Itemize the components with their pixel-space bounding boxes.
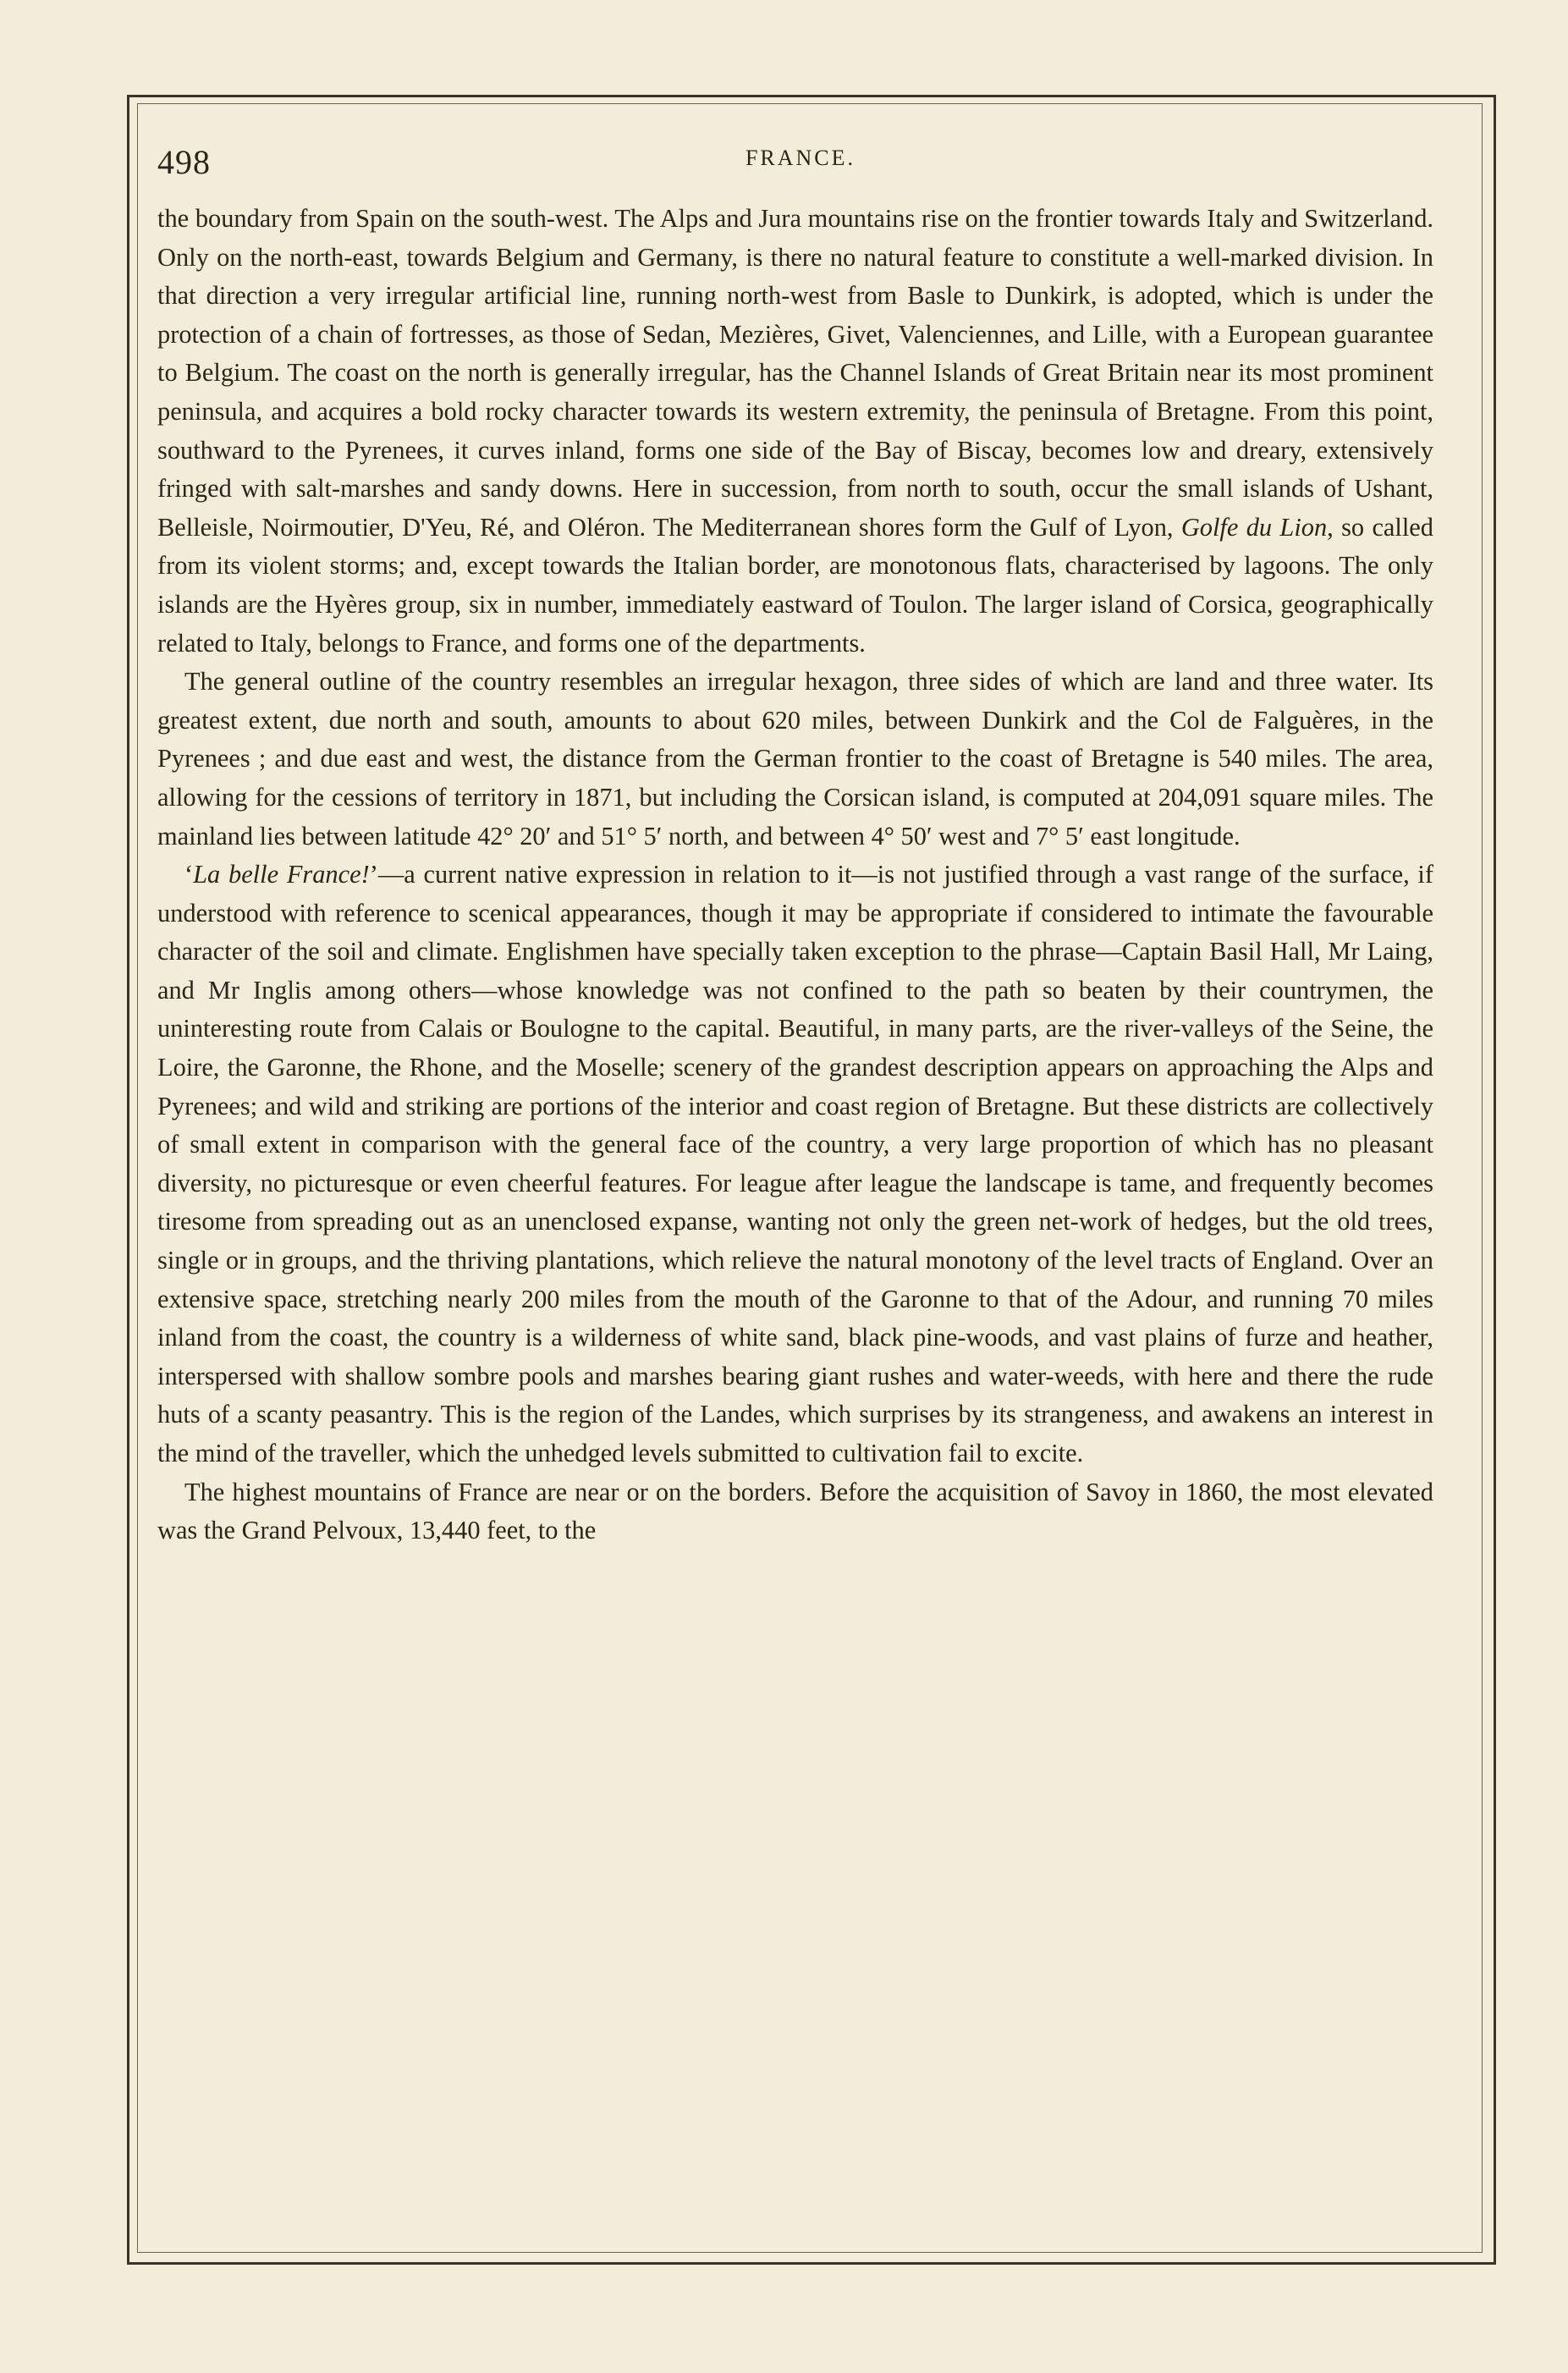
paragraph-segment: , so called from its violent storms; and, except towards the Italian border, are monotonous flats, characterised by lagoons. The only islands are the Hyères group, six in number, immediately eastward of Toulon. The larger island of Corsica, geographically related to Italy, belongs to France, and forms one of the departments. (157, 512, 1433, 658)
paragraph-segment-italic: Golfe du Lion (1180, 512, 1328, 542)
page-number: 498 (157, 143, 211, 181)
paragraph-segment-italic: La belle France! (193, 860, 370, 889)
paragraph-la-belle-france (157, 856, 1433, 1473)
paragraph-segment: the boundary from Spain on the south-west. The Alps and Jura mountains rise on the frontier towards Italy and Switzerland. Only on the north-east, towards Belgium and Germany, is there no natural feature to constitute a well-marked division. In that direction a very irregular artificial line, running north-west from Basle to Dunkirk, is adopted, which is under the protection of a chain of fortresses, as those of Sedan, Mezières, Givet, Valenciennes, and Lille, with a European guarantee to Belgium. The coast on the north is generally irregular, has the Channel Islands of Great Britain near its most prominent peninsula, and acquires a bold rocky character towards its western extremity, the peninsula of Bretagne. From this point, southward to the Pyrenees, it curves inland, forms one side of the Bay of Biscay, becomes low and dreary, extensively fringed with salt-marshes and sandy downs. Here in succession, from north to south, occur the small islands of Ushant, Belleisle, Noirmoutier, D'Yeu, Ré, and Oléron. The Mediterranean shores form the Gulf of Lyon, (157, 204, 1433, 542)
running-title: FRANCE. (745, 146, 856, 170)
paragraph-segment: The highest mountains of France are near or on the borders. Before the acquisition of Savoy in 1860, the most elevated was the Grand Pelvoux, 13,440 feet, to the (157, 1477, 1433, 1545)
paragraph-segment: ‘ (184, 860, 194, 889)
running-head (157, 142, 1444, 184)
paragraph-segment: ’—a current native expression in relation to it—is not justified through a vast range of the surface, if understood with reference to scenical appearances, though it may be appropriate if considered to intimate the favourable character of the soil and climate. Englishmen have specially taken exception to the phrase—Captain Basil Hall, Mr Laing, and Mr Inglis among others—whose knowledge was not confined to the path so beaten by their countrymen, the uninteresting route from Calais or Boulogne to the capital. Beautiful, in many parts, are the river-valleys of the Seine, the Loire, the Garonne, the Rhone, and the Moselle; scenery of the grandest description appears on approaching the Alps and Pyrenees; and wild and striking are portions of the interior and coast region of Bretagne. But these districts are collectively of small extent in comparison with the general face of the country, a very large proportion of which has no pleasant diversity, no picturesque or even cheerful features. For league after league the landscape is tame, and frequently becomes tiresome from spreading out as an unenclosed expanse, wanting not only the green net-work of hedges, but the old trees, single or in groups, and the thriving plantations, which relieve the natural monotony of the level tracts of England. Over an extensive space, stretching nearly 200 miles from the mouth of the Garonne to that of the Adour, and running 70 miles inland from the coast, the country is a wilderness of white sand, black pine-woods, and vast plains of furze and heather, interspersed with shallow sombre pools and marshes bearing giant rushes and water-weeds, with here and there the rude huts of a scanty peasantry. This is the region of the Landes, which surprises by its strangeness, and awakens an interest in the mind of the traveller, which the unhedged levels submitted to cultivation fail to excite. (157, 860, 1433, 1467)
paragraph-segment: The general outline of the country resembles an irregular hexagon, three sides of which are land and three water. Its greatest extent, due north and south, amounts to about 620 miles, between Dunkirk and the Col de Falguères, in the Pyrenees ; and due east and west, the distance from the German frontier to the coast of Bretagne is 540 miles. The area, allowing for the cessions of territory in 1871, but including the Corsican island, is computed at 204,091 square miles. The mainland lies between latitude 42° 20′ and 51° 5′ north, and between 4° 50′ west and 7° 5′ east longitude. (157, 667, 1433, 851)
body-text (157, 200, 1433, 1550)
paragraph-outline-and-area (157, 663, 1433, 856)
paragraph-highest-mountains (157, 1473, 1433, 1550)
paragraph-coast-description (157, 200, 1433, 663)
